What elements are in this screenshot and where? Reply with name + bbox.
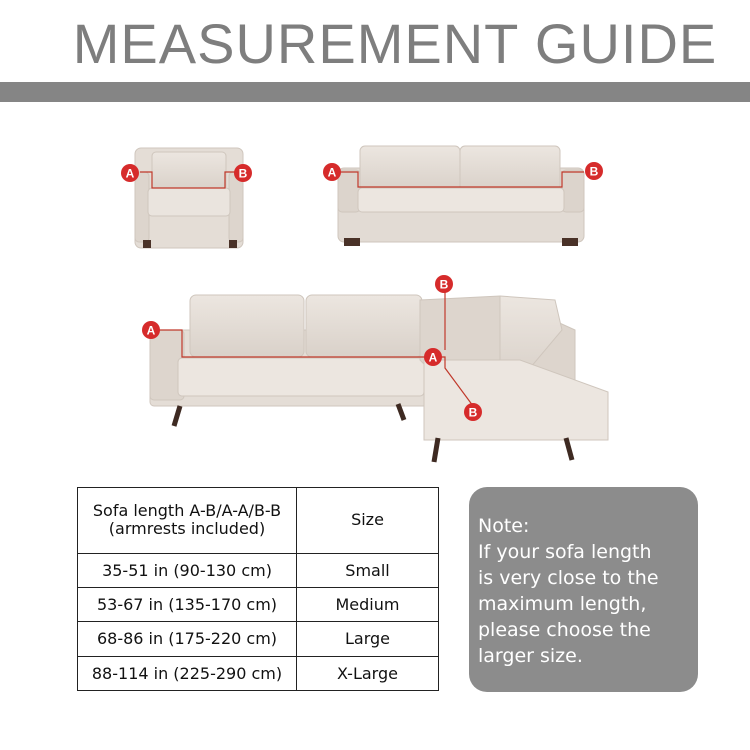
note-text-line: is very close to the xyxy=(478,567,659,589)
sectional-sofa-illustration xyxy=(150,292,608,462)
marker-a-sofa xyxy=(323,163,341,181)
marker-b-sectional-bottom xyxy=(464,403,482,421)
marker-a-label: A xyxy=(428,350,438,365)
size-column-header: Size xyxy=(297,488,439,554)
table-row xyxy=(78,656,439,690)
marker-a-sectional-corner xyxy=(424,348,442,366)
table-header-row xyxy=(78,488,439,554)
note-text-line: maximum length, xyxy=(478,593,647,615)
length-header-line2: (armrests included) xyxy=(108,519,266,539)
length-cell: 35-51 in (90-130 cm) xyxy=(78,553,297,587)
two-seat-sofa-illustration xyxy=(338,146,584,246)
page-title: MEASUREMENT GUIDE xyxy=(72,12,718,75)
size-cell: Large xyxy=(297,622,439,656)
note-text-line: If your sofa length xyxy=(478,541,652,563)
size-cell: X-Large xyxy=(297,656,439,690)
armchair-illustration xyxy=(135,148,243,248)
marker-a-label: A xyxy=(146,323,156,338)
marker-b-sofa xyxy=(585,162,603,180)
marker-b-label: B xyxy=(439,277,449,292)
length-cell: 68-86 in (175-220 cm) xyxy=(78,622,297,656)
note-box xyxy=(469,487,698,692)
marker-a-sectional-left xyxy=(142,321,160,339)
table-row xyxy=(78,587,439,621)
table-row xyxy=(78,622,439,656)
length-header-line1: Sofa length A-B/A-A/B-B xyxy=(92,501,282,521)
marker-a-armchair xyxy=(121,164,139,182)
note-heading: Note: xyxy=(478,515,530,537)
marker-b-sectional-top xyxy=(435,275,453,293)
marker-b-label: B xyxy=(238,166,248,181)
marker-a-label: A xyxy=(327,165,337,180)
size-chart-table xyxy=(77,487,439,691)
length-cell: 53-67 in (135-170 cm) xyxy=(78,587,297,621)
table-row xyxy=(78,553,439,587)
note-text-line: larger size. xyxy=(478,645,583,667)
size-cell: Medium xyxy=(297,587,439,621)
length-cell: 88-114 in (225-290 cm) xyxy=(78,656,297,690)
note-text-line: please choose the xyxy=(478,619,651,641)
marker-b-armchair xyxy=(234,164,252,182)
marker-b-label: B xyxy=(468,405,478,420)
marker-a-label: A xyxy=(125,166,135,181)
size-cell: Small xyxy=(297,553,439,587)
marker-b-label: B xyxy=(589,164,599,179)
length-column-header xyxy=(78,488,297,554)
